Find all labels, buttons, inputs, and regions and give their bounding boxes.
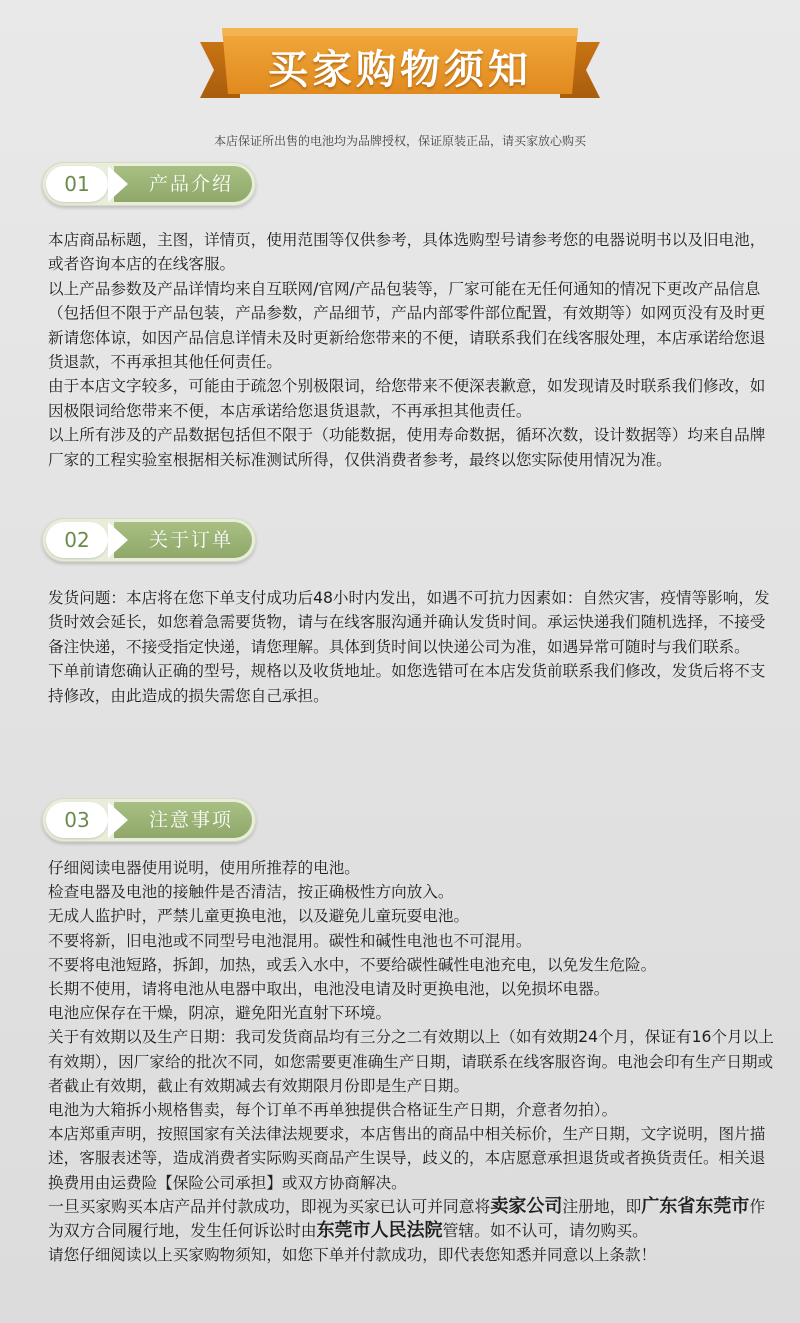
arrow-icon [108,522,128,558]
location-highlight: 广东省东莞市 [641,1195,750,1217]
arrow-icon [108,802,128,838]
paragraph: 无成人监护时，严禁儿童更换电池，以及避免儿童玩耍电池。 [48,907,470,926]
paragraph: 仔细阅读电器使用说明，使用所推荐的电池。 [48,859,360,877]
court-highlight: 东莞市人民法院 [316,1220,443,1242]
title-banner [200,20,600,108]
jurisdiction-statement [48,1195,774,1243]
paragraph: 下单前请您确认正确的型号，规格以及收货地址。如您选错可在本店发货前联系我们修改，发货后将不支持修改，由此造成的损失需您自己承担。 [48,662,766,705]
paragraph: 以上所有涉及的产品数据包括但不限于（功能数据，使用寿命数据，循环次数，设计数据等）均来自品牌厂家的工程实验室根据相关标准测试所得，仅供消费者参考，最终以您实际使用情况为准。 [48,426,766,469]
paragraph: 电池应保存在干燥，阴凉，避免阳光直射下环境。 [48,1004,392,1023]
paragraph: 以上产品参数及产品详情均来自互联网/官网/产品包装等，厂家可能在无任何通知的情况下更改产品信息（包括但不限于产品包装，产品参数，产品细节，产品内部零件部位配置，有效期等）如网页没有及时更新请您体谅，如因产品信息详情未及时更新给您带来的不便，请联系我们在线客服处理，本店承诺给您退货退款，不再承担其他任何责任。 [48,279,766,372]
paragraph: 发货问题：本店将在您下单支付成功后48小时内发出，如遇不可抗力因素如：自然灾害，疫情等影响，发货时效会延长，如您着急需要货物，请与在线客服沟通并确认发货时间。承运快递我们随机选择，不接受备注快递，不接受指定快递，请您理解。具体到货时间以快递公司为准，如遇异常可随时与我们联系。 [48,589,770,656]
section-number: 02 [46,522,108,558]
statement-text: 注册地，即 [562,1196,642,1216]
section-title: 注意事项 [148,809,233,831]
paragraph: 长期不使用，请将电池从电器中取出，电池没电请及时更换电池，以免损坏电器。 [48,980,610,999]
paragraph: 本店郑重声明，按照国家有关法律法规要求，本店售出的商品中相关标价，生产日期，文字说明，图片描述，客服表述等，造成消费者实际购买商品产生误导，歧义的，本店愿意承担退货或者换货责任。相关退换费用由运费险【保险公司承担】或双方协商解决。 [48,1125,766,1192]
statement-text: 一旦买家购买本店产品并付款成功，即视为买家已认可并同意将 [48,1196,491,1216]
statement-text: 作为双方合同履行地，发生任何诉讼时由 [48,1196,766,1241]
paragraph: 由于本店文字较多，可能由于疏忽个别极限词，给您带来不便深表歉意，如发现请及时联系我们修改，如因极限词给您带来不便，本店承诺给您退货退款，不再承担其他责任。 [48,377,766,420]
section-body-02 [48,586,774,708]
subtitle: 本店保证所出售的电池均为品牌授权，保证原装正品，请买家放心购买 [213,134,586,148]
company-highlight: 卖家公司 [490,1195,563,1217]
paragraph: 不要将电池短路，拆卸，加热，或丢入水中，不要给碳性碱性电池充电，以免发生危险。 [48,955,657,974]
section-title: 产品介绍 [148,173,233,195]
page-title: 买家购物须知 [268,47,532,93]
section-number: 03 [46,802,108,838]
closing-statement: 请您仔细阅读以上买家购物须知，如您下单并付款成功，即代表您知悉并同意以上条款！ [48,1246,657,1265]
paragraph: 不要将新，旧电池或不同型号电池混用。碳性和碱性电池也不可混用。 [48,931,532,950]
paragraph: 检查电器及电池的接触件是否清洁，按正确极性方向放入。 [48,883,454,902]
section-body-03 [48,856,774,1267]
section-body-01 [48,228,774,472]
section-number: 01 [46,166,108,202]
arrow-icon [108,166,128,202]
paragraph: 关于有效期以及生产日期：我司发货商品均有三分之二有效期以上（如有效期24个月，保证有16个月以上有效期），因厂家给的批次不同，如您需要更准确生产日期，请联系在线客服咨询。电池会印有生产日期或者截止有效期，截止有效期减去有效期限月份即是生产日期。 [48,1028,774,1095]
statement-text: 管辖。如不认可，请勿购买。 [442,1221,648,1241]
paragraph: 电池为大箱拆小规格售卖，每个订单不再单独提供合格证生产日期，介意者勿拍）。 [48,1101,618,1120]
section-title: 关于订单 [148,529,233,551]
paragraph: 本店商品标题，主图，详情页，使用范围等仅供参考，具体选购型号请参考您的电器说明书以及旧电池，或者咨询本店的在线客服。 [48,231,766,274]
